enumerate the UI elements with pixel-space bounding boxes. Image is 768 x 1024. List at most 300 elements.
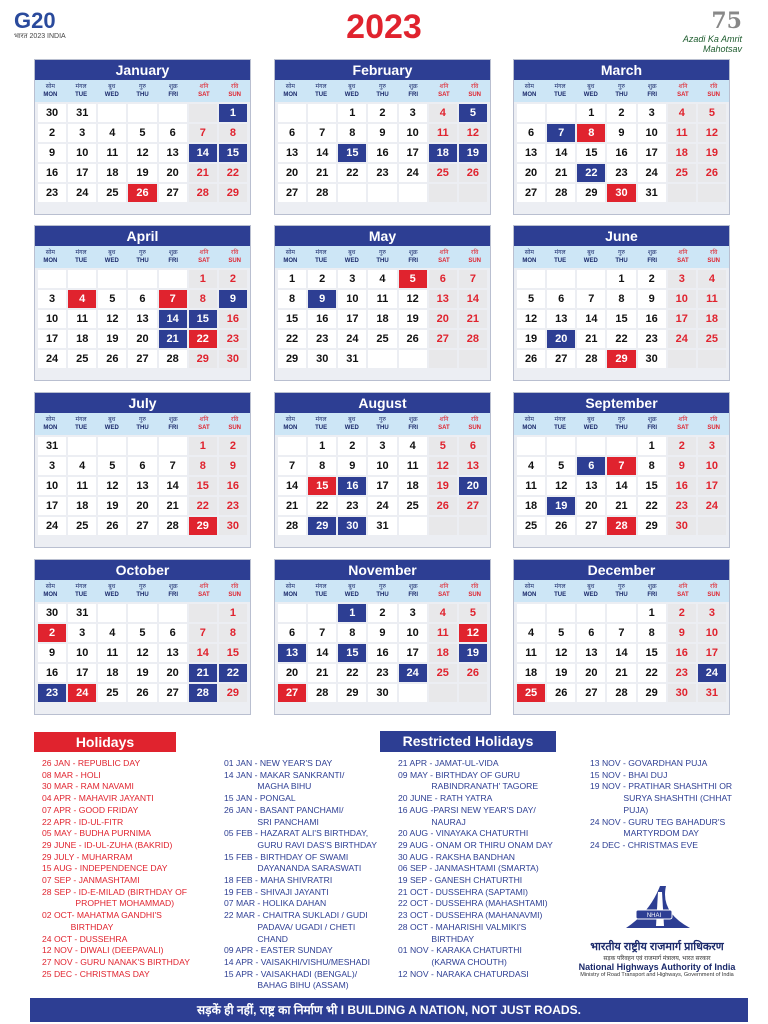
empty-day-cell (159, 604, 187, 622)
holiday-entry: MAGHA BIHU (224, 781, 312, 792)
weekday-sun (698, 80, 729, 102)
weekday-english: SAT (438, 258, 450, 264)
holiday-entry: RABINDRANATH' TAGORE (398, 781, 539, 792)
weekday-hindi: मंगल (554, 584, 566, 590)
weekday-hindi: शनि (678, 250, 688, 256)
day-cell: 6 (159, 624, 187, 642)
weekday-english: SAT (438, 425, 450, 431)
day-cell: 18 (98, 164, 126, 182)
weekday-english: SAT (677, 425, 689, 431)
weekday-english: THU (376, 425, 389, 431)
day-cell: 7 (607, 624, 635, 642)
weekday-english: MON (522, 425, 537, 431)
weekday-english: SUN (228, 592, 241, 598)
weekday-mon (35, 80, 66, 102)
day-cell: 12 (459, 624, 487, 642)
day-cell: 21 (308, 664, 336, 682)
day-cell: 7 (308, 624, 336, 642)
holiday-entry: 22 MAR - CHAITRA SUKLADI / GUDI (224, 910, 368, 921)
day-cell: 22 (338, 664, 366, 682)
day-cell: 18 (399, 477, 427, 495)
empty-day-cell (429, 517, 457, 535)
day-cell: 29 (189, 350, 217, 368)
nhai-english-name: National Highways Authority of India (578, 962, 736, 972)
day-cell: 19 (547, 664, 575, 682)
weekday-hindi: रवि (709, 417, 718, 423)
holiday-entry: 26 JAN - BASANT PANCHAMI/ (224, 804, 344, 815)
day-cell: 3 (68, 124, 96, 142)
weekday-hindi: शनि (678, 584, 688, 590)
holiday-entry: 09 MAY - BIRTHDAY OF GURU (398, 769, 520, 780)
day-cell: 22 (577, 164, 605, 182)
weekday-english: THU (615, 425, 628, 431)
empty-day-cell (159, 437, 187, 455)
empty-day-cell (98, 604, 126, 622)
holiday-entry: 14 JAN - MAKAR SANKRANTI/ (224, 769, 345, 780)
day-cell: 11 (399, 457, 427, 475)
holiday-entry: 01 NOV - KARAKA CHATURTHI (398, 945, 522, 956)
weekday-hindi: सोम (285, 584, 295, 590)
weekday-header (514, 413, 729, 435)
day-grid (35, 268, 250, 368)
day-cell: 20 (429, 310, 457, 328)
weekday-hindi: मंगल (554, 250, 566, 256)
weekday-english: FRI (408, 258, 419, 264)
weekday-mon (514, 80, 545, 102)
weekday-hindi: बुध (108, 584, 116, 590)
day-cell: 10 (338, 290, 366, 308)
weekday-english: WED (104, 425, 119, 431)
weekday-mon (275, 413, 306, 435)
day-cell: 24 (368, 497, 396, 515)
day-cell: 20 (128, 497, 156, 515)
month-title: October (35, 560, 250, 580)
day-cell: 13 (517, 144, 545, 162)
restricted-list-2 (398, 758, 553, 980)
weekday-english: THU (136, 92, 149, 98)
weekday-thu (367, 413, 398, 435)
day-grid (35, 102, 250, 202)
day-cell: 9 (338, 457, 366, 475)
empty-day-cell (98, 437, 126, 455)
day-cell: 3 (399, 604, 427, 622)
g20-logo-sub: भारत 2023 INDIA (14, 33, 66, 40)
day-cell: 26 (98, 517, 126, 535)
empty-day-cell (278, 437, 306, 455)
weekday-sun (219, 246, 250, 268)
day-cell: 18 (98, 664, 126, 682)
day-cell: 26 (517, 350, 545, 368)
weekday-english: TUE (554, 258, 567, 264)
month-november (274, 559, 491, 715)
day-cell: 24 (38, 517, 66, 535)
holiday-entry: BIRTHDAY (42, 921, 114, 932)
holiday-entry: 01 JAN - NEW YEAR'S DAY (224, 758, 333, 768)
day-cell: 19 (517, 330, 545, 348)
weekday-english: SAT (677, 258, 689, 264)
day-cell: 10 (698, 624, 726, 642)
day-cell: 2 (368, 104, 396, 122)
weekday-english: MON (43, 92, 58, 98)
day-cell: 19 (698, 144, 726, 162)
day-cell: 27 (159, 184, 187, 202)
holiday-entry: 14 APR - VAISAKHI/VISHU/MESHADI (224, 956, 370, 967)
day-cell: 17 (38, 497, 66, 515)
day-cell: 21 (607, 664, 635, 682)
day-cell: 29 (577, 184, 605, 202)
weekday-hindi: मंगल (75, 417, 87, 423)
day-cell: 21 (459, 310, 487, 328)
weekday-tue (545, 80, 576, 102)
month-title: January (35, 60, 250, 80)
nhai-emblem-icon (620, 882, 694, 934)
day-cell: 8 (278, 290, 306, 308)
day-cell: 10 (698, 457, 726, 475)
weekday-english: THU (136, 258, 149, 264)
day-cell: 28 (547, 184, 575, 202)
day-cell: 1 (638, 437, 666, 455)
day-cell: 31 (68, 104, 96, 122)
day-cell: 19 (98, 330, 126, 348)
day-cell: 3 (338, 270, 366, 288)
day-cell: 15 (338, 644, 366, 662)
holiday-entry: 30 MAR - RAM NAVAMI (42, 781, 134, 792)
month-title: March (514, 60, 729, 80)
holiday-entry: 29 JULY - MUHARRAM (42, 851, 133, 862)
weekday-thu (606, 80, 637, 102)
day-cell: 30 (219, 517, 247, 535)
weekday-english: SAT (198, 592, 210, 598)
day-cell: 29 (189, 517, 217, 535)
weekday-fri (637, 413, 668, 435)
holiday-entry: BAHAG BIHU (ASSAM) (224, 980, 349, 991)
weekday-hindi: मंगल (75, 584, 87, 590)
day-cell: 24 (698, 497, 726, 515)
weekday-english: TUE (315, 258, 328, 264)
day-cell: 22 (638, 664, 666, 682)
month-title: April (35, 226, 250, 246)
day-cell: 27 (128, 517, 156, 535)
weekday-thu (127, 413, 158, 435)
weekday-sat (429, 413, 460, 435)
weekday-english: SAT (438, 592, 450, 598)
holiday-entry: 23 OCT - DUSSEHRA (MAHANAVMI) (398, 910, 543, 921)
weekday-english: SUN (707, 592, 720, 598)
weekday-header (514, 246, 729, 268)
day-cell: 12 (98, 310, 126, 328)
day-cell: 8 (338, 124, 366, 142)
day-cell: 25 (98, 184, 126, 202)
weekday-hindi: सोम (45, 250, 55, 256)
day-cell: 6 (517, 124, 545, 142)
weekday-english: FRI (168, 592, 179, 598)
day-cell: 7 (278, 457, 306, 475)
weekday-sun (219, 413, 250, 435)
weekday-english: WED (583, 592, 598, 598)
day-cell: 12 (547, 477, 575, 495)
weekday-thu (606, 246, 637, 268)
empty-day-cell (459, 517, 487, 535)
day-cell: 8 (607, 290, 635, 308)
day-cell: 26 (98, 350, 126, 368)
weekday-english: FRI (408, 425, 419, 431)
day-cell: 20 (517, 164, 545, 182)
day-grid (514, 602, 729, 702)
weekday-hindi: बुध (108, 417, 116, 423)
empty-day-cell (547, 104, 575, 122)
day-cell: 22 (308, 497, 336, 515)
weekday-english: SUN (707, 258, 720, 264)
weekday-english: FRI (647, 258, 658, 264)
weekday-hindi: गुरु (139, 250, 146, 256)
weekday-english: WED (583, 425, 598, 431)
weekday-english: THU (615, 258, 628, 264)
day-cell: 23 (368, 164, 396, 182)
weekday-hindi: सोम (285, 417, 295, 423)
weekday-hindi: बुध (348, 584, 356, 590)
day-cell: 25 (429, 164, 457, 182)
month-may (274, 225, 491, 381)
day-cell: 1 (638, 604, 666, 622)
weekday-wed (575, 246, 606, 268)
day-cell: 30 (638, 350, 666, 368)
day-cell: 1 (219, 104, 247, 122)
day-grid (35, 602, 250, 702)
weekday-wed (575, 80, 606, 102)
weekday-hindi: शनि (439, 584, 449, 590)
holiday-entry: 24 OCT - DUSSEHRA (42, 933, 128, 944)
day-grid (275, 435, 490, 535)
holiday-entry: MARTYRDOM DAY (590, 828, 700, 839)
day-cell: 15 (189, 477, 217, 495)
day-cell: 29 (607, 350, 635, 368)
weekday-sun (698, 580, 729, 602)
day-cell: 13 (429, 290, 457, 308)
day-cell: 7 (577, 290, 605, 308)
day-cell: 28 (308, 184, 336, 202)
weekday-sat (189, 413, 220, 435)
weekday-hindi: रवि (470, 584, 479, 590)
day-cell: 26 (547, 517, 575, 535)
day-cell: 9 (668, 457, 696, 475)
day-cell: 19 (98, 497, 126, 515)
weekday-english: MON (283, 258, 298, 264)
day-cell: 8 (308, 457, 336, 475)
day-cell: 31 (338, 350, 366, 368)
day-cell: 5 (399, 270, 427, 288)
day-cell: 14 (189, 644, 217, 662)
empty-day-cell (128, 604, 156, 622)
day-cell: 21 (189, 664, 217, 682)
weekday-sun (219, 80, 250, 102)
day-cell: 5 (547, 624, 575, 642)
day-cell: 15 (607, 310, 635, 328)
day-cell: 17 (399, 144, 427, 162)
empty-day-cell (368, 350, 396, 368)
weekday-english: SAT (198, 92, 210, 98)
holiday-entry: 15 APR - VAISAKHADI (BENGAL)/ (224, 968, 358, 979)
weekday-english: SUN (228, 258, 241, 264)
holiday-entry: 28 OCT - MAHARISHI VALMIKI'S (398, 921, 527, 932)
month-title: August (275, 393, 490, 413)
weekday-fri (398, 413, 429, 435)
empty-day-cell (577, 437, 605, 455)
weekday-hindi: गुरु (379, 84, 386, 90)
weekday-hindi: गुरु (379, 417, 386, 423)
day-cell: 6 (577, 457, 605, 475)
day-cell: 13 (459, 457, 487, 475)
weekday-thu (127, 80, 158, 102)
day-cell: 12 (547, 644, 575, 662)
day-cell: 15 (338, 144, 366, 162)
weekday-tue (545, 413, 576, 435)
weekday-hindi: बुध (587, 417, 595, 423)
weekday-sun (459, 246, 490, 268)
month-july (34, 392, 251, 548)
weekday-english: TUE (75, 258, 88, 264)
empty-day-cell (98, 270, 126, 288)
weekday-thu (606, 413, 637, 435)
weekday-english: SUN (468, 92, 481, 98)
weekday-english: FRI (168, 258, 179, 264)
empty-day-cell (668, 350, 696, 368)
weekday-english: SAT (438, 92, 450, 98)
weekday-fri (158, 413, 189, 435)
weekday-header (35, 580, 250, 602)
day-cell: 2 (368, 604, 396, 622)
day-cell: 26 (459, 164, 487, 182)
empty-day-cell (399, 350, 427, 368)
weekday-english: SAT (198, 425, 210, 431)
day-cell: 27 (577, 517, 605, 535)
holiday-entry: 25 DEC - CHRISTMAS DAY (42, 968, 150, 979)
day-cell: 9 (219, 457, 247, 475)
empty-day-cell (429, 184, 457, 202)
holiday-entry: 28 SEP - ID-E-MILAD (BIRTHDAY OF (42, 886, 188, 897)
weekday-header (35, 246, 250, 268)
day-cell: 20 (577, 664, 605, 682)
holiday-entry: PADAVA/ UGADI / CHETI (224, 921, 356, 932)
empty-day-cell (517, 437, 545, 455)
weekday-fri (398, 246, 429, 268)
day-cell: 19 (399, 310, 427, 328)
weekday-english: FRI (647, 425, 658, 431)
day-cell: 13 (577, 477, 605, 495)
day-cell: 4 (399, 437, 427, 455)
day-cell: 6 (278, 624, 306, 642)
weekday-hindi: शनि (199, 417, 209, 423)
weekday-hindi: शनि (678, 84, 688, 90)
weekday-hindi: शनि (199, 584, 209, 590)
restricted-holidays-title: Restricted Holidays (380, 731, 556, 752)
day-cell: 19 (128, 664, 156, 682)
weekday-hindi: शनि (439, 250, 449, 256)
day-cell: 31 (638, 184, 666, 202)
month-february (274, 59, 491, 215)
day-cell: 16 (338, 477, 366, 495)
day-cell: 29 (219, 684, 247, 702)
day-cell: 18 (368, 310, 396, 328)
day-cell: 5 (98, 457, 126, 475)
day-cell: 21 (159, 330, 187, 348)
weekday-hindi: मंगल (315, 84, 327, 90)
holiday-entry: SRI PANCHAMI (224, 816, 319, 827)
holiday-entry: 15 FEB - BIRTHDAY OF SWAMI (224, 851, 349, 862)
month-title: February (275, 60, 490, 80)
day-cell: 31 (368, 517, 396, 535)
weekday-english: WED (104, 258, 119, 264)
weekday-wed (96, 246, 127, 268)
weekday-hindi: गुरु (618, 84, 625, 90)
day-cell: 21 (189, 164, 217, 182)
nhai-hindi-sub: सड़क परिवहन एवं राजमार्ग मंत्रालय, भारत सरकार (603, 956, 711, 962)
azadi-number: 75 (711, 8, 742, 34)
empty-day-cell (668, 184, 696, 202)
weekday-hindi: सोम (524, 584, 534, 590)
weekday-hindi: बुध (348, 84, 356, 90)
day-cell: 25 (517, 684, 545, 702)
day-cell: 14 (607, 477, 635, 495)
day-cell: 14 (607, 644, 635, 662)
day-cell: 8 (638, 624, 666, 642)
empty-day-cell (698, 184, 726, 202)
weekday-tue (306, 80, 337, 102)
holiday-entry: 24 NOV - GURU TEG BAHADUR'S (590, 816, 726, 827)
day-cell: 26 (399, 330, 427, 348)
day-cell: 1 (189, 437, 217, 455)
weekday-hindi: गुरु (618, 417, 625, 423)
holiday-entry: CHAND (224, 933, 288, 944)
weekday-english: FRI (408, 592, 419, 598)
day-cell: 14 (308, 644, 336, 662)
day-cell: 12 (399, 290, 427, 308)
weekday-english: TUE (554, 425, 567, 431)
weekday-hindi: मंगल (554, 84, 566, 90)
day-cell: 15 (638, 644, 666, 662)
day-cell: 3 (638, 104, 666, 122)
day-cell: 16 (308, 310, 336, 328)
day-cell: 24 (399, 164, 427, 182)
weekday-hindi: रवि (709, 584, 718, 590)
day-cell: 27 (429, 330, 457, 348)
month-march (513, 59, 730, 215)
weekday-mon (514, 413, 545, 435)
weekday-thu (367, 80, 398, 102)
footer-slogan: सड़कें ही नहीं, राष्ट्र का निर्माण भी I BUILDING A NATION, NOT JUST ROADS. (30, 998, 748, 1022)
day-cell: 30 (308, 350, 336, 368)
day-cell: 11 (368, 290, 396, 308)
month-october (34, 559, 251, 715)
empty-day-cell (278, 104, 306, 122)
day-cell: 4 (668, 104, 696, 122)
day-cell: 11 (98, 644, 126, 662)
day-cell: 3 (668, 270, 696, 288)
day-cell: 4 (368, 270, 396, 288)
day-cell: 30 (219, 350, 247, 368)
weekday-hindi: मंगल (315, 584, 327, 590)
day-cell: 1 (338, 604, 366, 622)
empty-day-cell (607, 604, 635, 622)
weekday-english: FRI (647, 92, 658, 98)
day-cell: 29 (638, 517, 666, 535)
day-cell: 23 (668, 497, 696, 515)
weekday-hindi: रवि (470, 84, 479, 90)
weekday-sun (459, 580, 490, 602)
weekday-sat (189, 580, 220, 602)
weekday-fri (637, 580, 668, 602)
weekday-tue (66, 80, 97, 102)
weekday-mon (35, 580, 66, 602)
